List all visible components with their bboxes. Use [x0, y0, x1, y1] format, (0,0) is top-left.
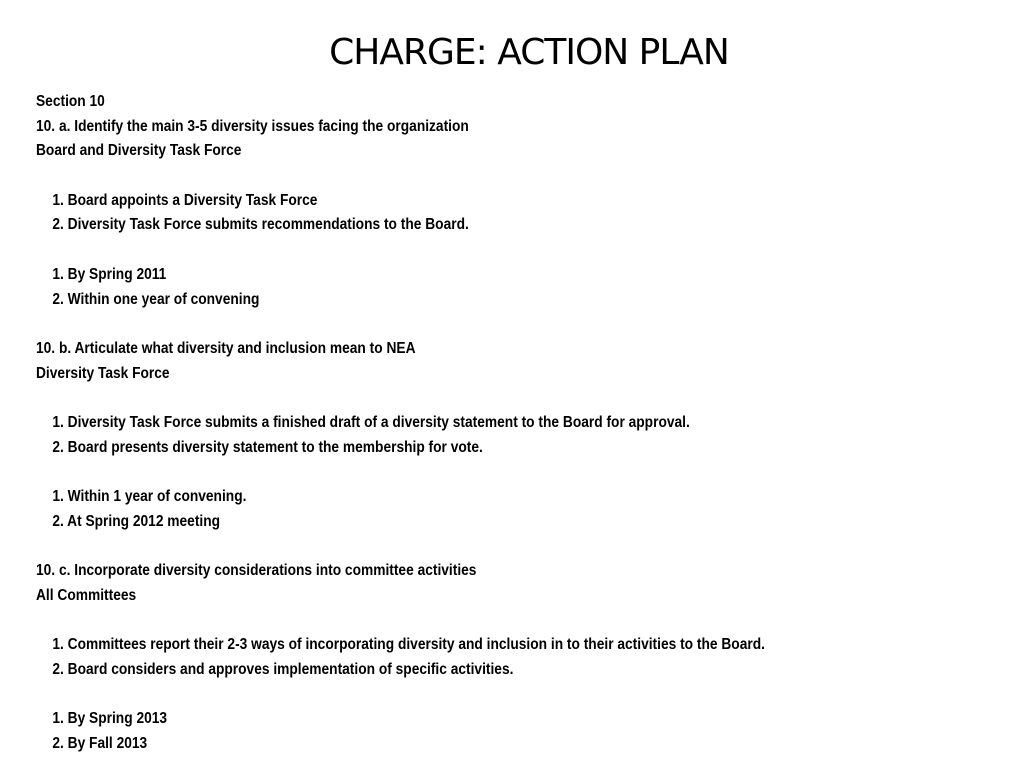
- timeline-step: 1. By Spring 2011: [52, 265, 167, 283]
- spacer: [36, 683, 1006, 708]
- spacer: [36, 238, 1006, 263]
- spacer: [36, 312, 1006, 337]
- timeline-step: 1. Within 1 year of convening.: [52, 488, 247, 505]
- spacer: [36, 460, 1006, 485]
- timeline-step: 2. By Fall 2013: [52, 734, 148, 752]
- spacer: [36, 386, 1006, 411]
- action-step: 1. Diversity Task Force submits a finished draft of a diversity statement to the Board for approval.: [52, 413, 690, 431]
- section-label: Section 10: [36, 93, 105, 110]
- timeline-step: 2. Within one year of convening: [52, 290, 260, 308]
- action-item-10a: [36, 115, 1006, 337]
- item-responsible: Board and Diversity Task Force: [36, 142, 242, 160]
- action-step: 1. Committees report their 2-3 ways of incorporating diversity and inclusion in to their activities to the Board.: [52, 636, 765, 654]
- action-item-10b: [36, 337, 1006, 559]
- action-step: 2. Diversity Task Force submits recommendations to the Board.: [52, 216, 469, 234]
- action-item-10c: [36, 559, 1006, 757]
- slide-title: CHARGE: ACTION PLAN: [329, 32, 729, 73]
- slide-body: [36, 90, 1006, 757]
- action-step: 2. Board considers and approves implementation of specific activities.: [52, 660, 514, 678]
- spacer: [36, 608, 1006, 633]
- spacer: [36, 534, 1006, 559]
- item-responsible: All Committees: [36, 586, 137, 604]
- action-step: 1. Board appoints a Diversity Task Force: [52, 191, 318, 209]
- timeline-step: 1. By Spring 2013: [52, 710, 168, 728]
- item-heading: 10. b. Articulate what diversity and inclusion mean to NEA: [36, 339, 416, 357]
- item-heading: 10. a. Identify the main 3-5 diversity issues facing the organization: [36, 117, 469, 135]
- item-responsible: Diversity Task Force: [36, 364, 170, 382]
- item-heading: 10. c. Incorporate diversity considerations into committee activities: [36, 562, 477, 580]
- spacer: [36, 164, 1006, 189]
- timeline-step: 2. At Spring 2012 meeting: [52, 512, 221, 530]
- action-step: 2. Board presents diversity statement to the membership for vote.: [52, 438, 483, 456]
